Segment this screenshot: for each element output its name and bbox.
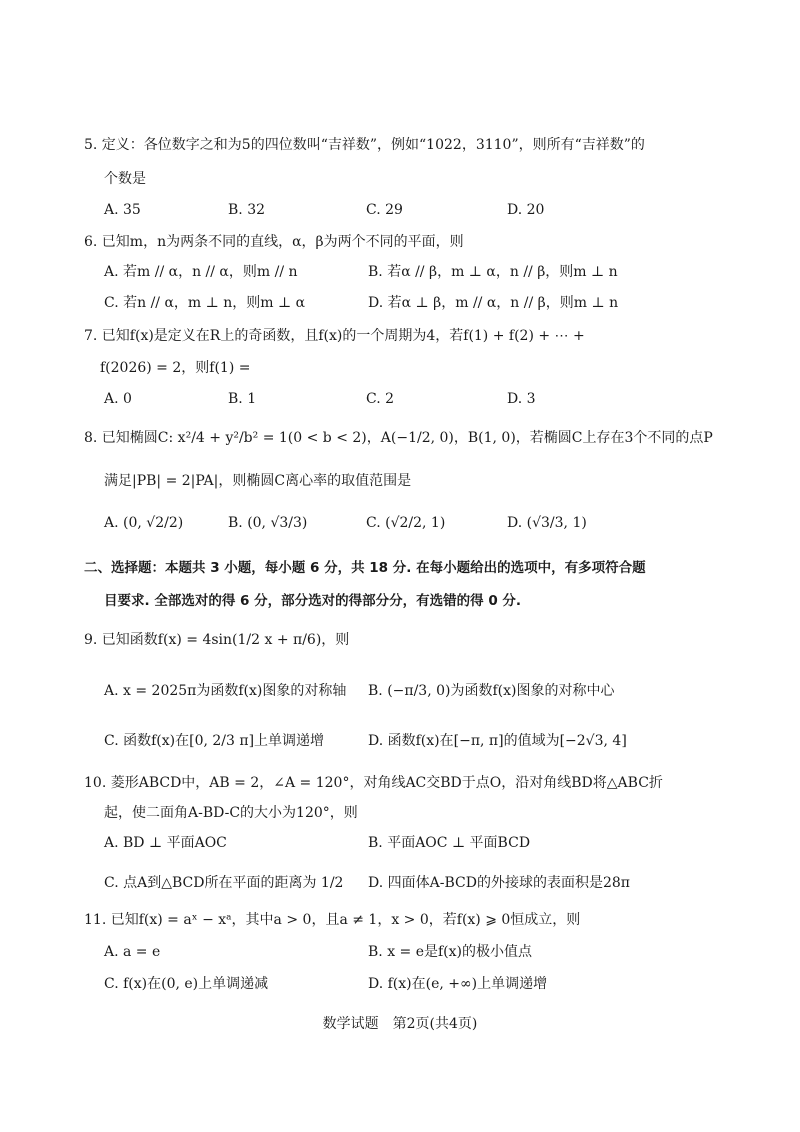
q11-option-d: D. f(x)在(e, +∞)上单调递增 — [368, 976, 548, 992]
q11-option-c: C. f(x)在(0, e)上单调递减 — [104, 976, 269, 992]
q7-option-a: A. 0 — [104, 391, 132, 407]
section2-heading-line2: 目要求. 全部选对的得 6 分，部分选对的得部分分，有选错的得 0 分. — [104, 593, 522, 609]
q10-stem-line1: 10. 菱形ABCD中，AB = 2，∠A = 120°，对角线AC交BD于点O，沿对角线BD将△ABC折 — [84, 775, 663, 791]
q7-stem-line1: 7. 已知f(x)是定义在R上的奇函数，且f(x)的一个周期为4，若f(1) + f(2) + ⋯ + — [84, 328, 585, 344]
q7-stem-line2: f(2026) = 2，则f(1) = — [100, 360, 251, 376]
q11-option-b: B. x = e是f(x)的极小值点 — [368, 944, 533, 960]
q7-option-d: D. 3 — [507, 391, 536, 407]
q6-option-c: C. 若n // α，m ⊥ n，则m ⊥ α — [104, 295, 306, 311]
q6-stem: 6. 已知m，n为两条不同的直线，α，β为两个不同的平面，则 — [84, 234, 464, 250]
q11-stem: 11. 已知f(x) = aˣ − xᵃ，其中a > 0，且a ≠ 1，x > 0，若f(x) ⩾ 0恒成立，则 — [84, 912, 581, 928]
q5-option-a: A. 35 — [104, 202, 141, 218]
q7-option-b: B. 1 — [228, 391, 257, 407]
page-footer: 数学试题 第2页(共4页) — [322, 1016, 478, 1032]
q10-stem-line2: 起，使二面角A-BD-C的大小为120°，则 — [104, 805, 358, 821]
q10-option-d: D. 四面体A-BCD的外接球的表面积是28π — [368, 875, 630, 891]
q10-option-b: B. 平面AOC ⊥ 平面BCD — [368, 835, 531, 851]
q9-option-a: A. x = 2025π为函数f(x)图象的对称轴 — [104, 683, 347, 699]
q10-option-c: C. 点A到△BCD所在平面的距离为 1/2 — [104, 875, 344, 891]
q8-stem-line2: 满足|PB| = 2|PA|，则椭圆C离心率的取值范围是 — [104, 473, 412, 489]
q8-option-b: B. (0, √3/3) — [228, 515, 308, 531]
q6-option-d: D. 若α ⊥ β，m // α，n // β，则m ⊥ n — [368, 295, 619, 311]
q8-option-c: C. (√2/2, 1) — [366, 515, 446, 531]
q5-option-c: C. 29 — [366, 202, 403, 218]
q8-option-a: A. (0, √2/2) — [104, 515, 184, 531]
q5-option-b: B. 32 — [228, 202, 266, 218]
q5-stem-line2: 个数是 — [104, 171, 146, 187]
section2-heading-line1: 二、选择题：本题共 3 小题，每小题 6 分，共 18 分. 在每小题给出的选项中，有多项符合题 — [84, 560, 646, 576]
q6-option-b: B. 若α // β，m ⊥ α，n // β，则m ⊥ n — [368, 264, 618, 280]
q9-option-c: C. 函数f(x)在[0, 2/3 π]上单调递增 — [104, 733, 325, 749]
q5-stem-line1: 5. 定义：各位数字之和为5的四位数叫“吉祥数”，例如“1022，3110”，则所有“吉祥数”的 — [84, 137, 645, 153]
q5-option-d: D. 20 — [507, 202, 545, 218]
q7-option-c: C. 2 — [366, 391, 395, 407]
q8-stem-line1: 8. 已知椭圆C: x²/4 + y²/b² = 1(0 < b < 2)，A(−1/2, 0)，B(1, 0)，若椭圆C上存在3个不同的点P — [84, 430, 713, 446]
q9-option-d: D. 函数f(x)在[−π, π]的值域为[−2√3, 4] — [368, 733, 627, 749]
q6-option-a: A. 若m // α，n // α，则m // n — [104, 264, 298, 280]
q11-option-a: A. a = e — [104, 944, 161, 960]
q9-stem: 9. 已知函数f(x) = 4sin(1/2 x + π/6)，则 — [84, 632, 350, 648]
q9-option-b: B. (−π/3, 0)为函数f(x)图象的对称中心 — [368, 683, 615, 699]
q10-option-a: A. BD ⊥ 平面AOC — [104, 835, 227, 851]
q8-option-d: D. (√3/3, 1) — [507, 515, 587, 531]
